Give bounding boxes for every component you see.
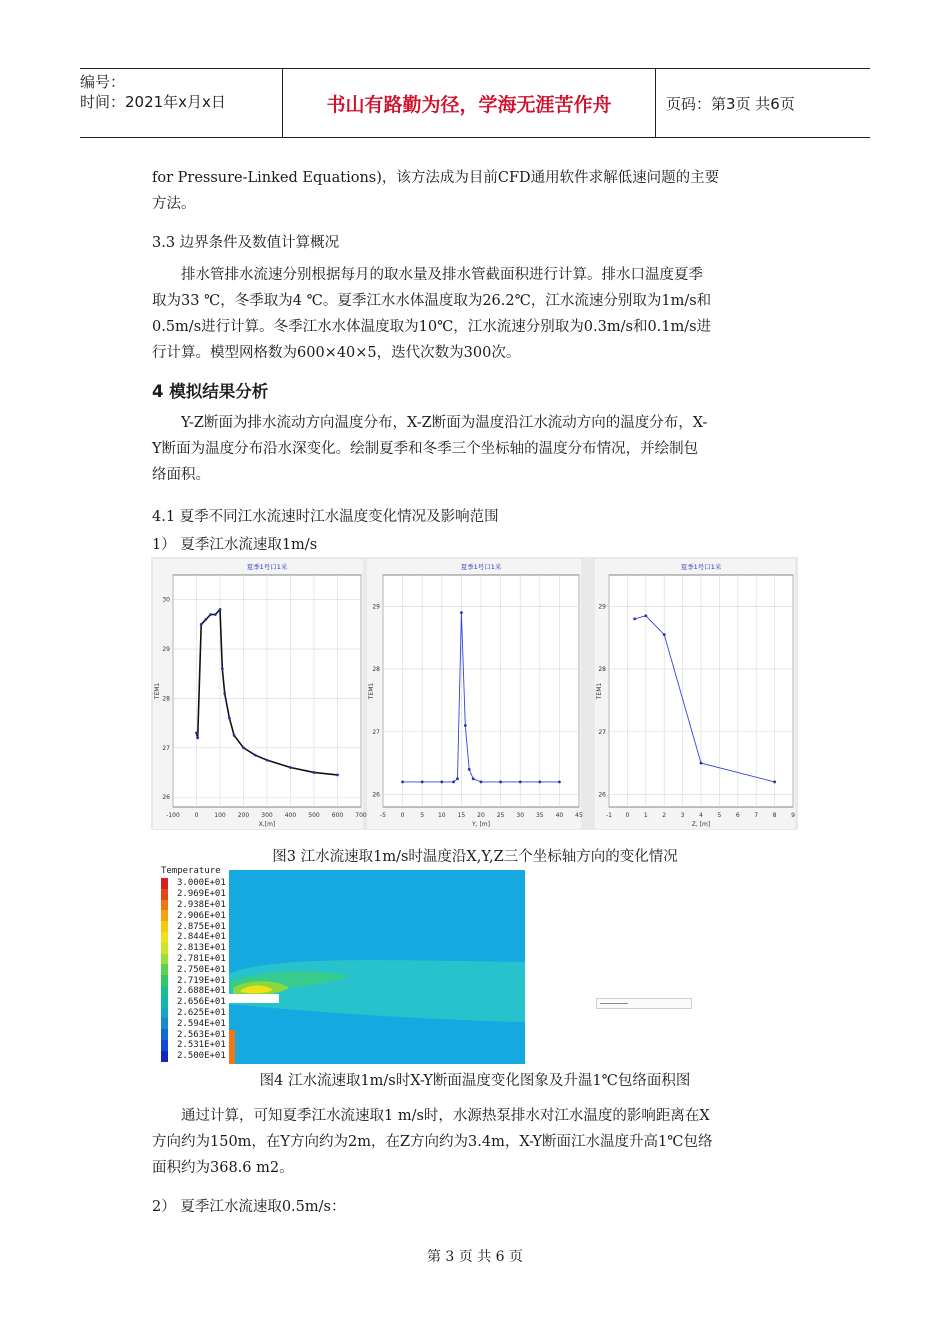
x-tick-label: 35 (535, 812, 544, 819)
legend-label: 2.750E+01 (177, 964, 226, 975)
data-point (663, 633, 666, 636)
legend-label: 2.875E+01 (177, 921, 226, 932)
data-point (538, 781, 541, 784)
section-4-1-heading: 4.1 夏季不同江水流速时江水温度变化情况及影响范围 (152, 509, 499, 525)
y-tick-label: 29 (598, 603, 606, 611)
legend-label: 2.656E+01 (177, 997, 226, 1008)
x-tick-label: 500 (308, 812, 320, 819)
x-tick-label: 700 (355, 812, 367, 819)
figure-3-caption: 图3 江水流速取1m/s时温度沿X,Y,Z三个坐标轴方向的变化情况 (272, 849, 678, 865)
number-label: 编号： (80, 73, 126, 91)
x-tick-label: 0 (625, 812, 630, 819)
legend-label: 2.625E+01 (177, 1007, 226, 1018)
y-tick-label: 26 (598, 791, 606, 799)
data-point (195, 732, 198, 735)
data-point (228, 717, 231, 720)
data-point (221, 667, 224, 670)
legend-swatch (161, 986, 168, 997)
data-point (644, 614, 647, 617)
x-axis-label: Y, [m] (471, 821, 491, 828)
legend-swatch (161, 943, 168, 954)
data-point (468, 768, 471, 771)
legend-entry (161, 1018, 226, 1029)
legend-swatch (161, 878, 168, 889)
data-point (633, 617, 636, 620)
data-point (401, 781, 404, 784)
legend-label: 2.781E+01 (177, 953, 226, 964)
page-footer: 第 3 页 共 6 页 (426, 1249, 524, 1265)
section-4-heading: 4 模拟结果分析 (152, 382, 269, 401)
legend-entry (161, 997, 226, 1008)
x-tick-label: 5 (717, 812, 722, 819)
text-line: 行计算。模型网格数为600×40×5，迭代次数为300次。 (152, 345, 521, 361)
data-point (472, 777, 475, 780)
y-tick-label: 27 (372, 728, 380, 736)
x-tick-label: 20 (477, 812, 485, 819)
x-tick-label: 40 (555, 812, 564, 819)
y-tick-label: 29 (372, 603, 380, 611)
data-point (421, 781, 424, 784)
legend-swatch (161, 932, 168, 943)
legend-entry (161, 986, 226, 997)
x-tick-label: 300 (261, 812, 273, 819)
x-tick-label: 400 (284, 812, 297, 819)
legend-label: 2.969E+01 (177, 889, 226, 900)
legend-label: 2.813E+01 (177, 943, 226, 954)
x-tick-label: 15 (457, 812, 466, 819)
legend-swatch (161, 1040, 168, 1051)
date-label: 时间：2021年x月x日 (80, 93, 226, 111)
header-page-label: 页码：第3页 共6页 (666, 94, 795, 113)
y-tick-label: 28 (162, 695, 170, 703)
temperature-legend (161, 878, 226, 1062)
x-tick-label: 10 (437, 812, 446, 819)
chart-title: 夏季1号口1米 (246, 563, 288, 571)
y-tick-label: 26 (162, 794, 170, 802)
legend-entry (161, 1008, 226, 1019)
y-axis-label: TEM1 (368, 682, 375, 700)
data-point (456, 777, 459, 780)
figure-3-charts (151, 557, 798, 830)
y-tick-label: 30 (162, 596, 170, 604)
data-point (266, 759, 269, 762)
figure-4-caption: 图4 江水流速取1m/s时X-Y断面温度变化图象及升温1℃包络面积图 (259, 1073, 691, 1089)
x-axis-label: Z, [m] (691, 821, 711, 828)
x-tick-label: 600 (331, 812, 344, 819)
y-axis-label: TEM1 (154, 682, 161, 700)
data-point (223, 692, 226, 695)
legend-entry (161, 932, 226, 943)
item-1: 1） 夏季江水流速取1m/s (152, 537, 318, 553)
legend-swatch (161, 1018, 168, 1029)
calculation-paragraph (152, 1103, 802, 1181)
outlet-pipe (229, 994, 279, 1003)
legend-entry (161, 975, 226, 986)
legend-entry (161, 1040, 226, 1051)
envelope-line (600, 1003, 628, 1004)
text-line: 面积约为368.6 m2。 (152, 1160, 294, 1176)
y-tick-label: 29 (162, 646, 170, 654)
x-tick-label: 3 (680, 812, 685, 819)
x-tick-label: 6 (735, 812, 740, 819)
legend-swatch (161, 997, 168, 1008)
envelope-area-plot (596, 998, 692, 1009)
legend-label: 2.500E+01 (177, 1051, 226, 1062)
x-tick-label: 2 (662, 812, 667, 819)
data-point (480, 781, 483, 784)
x-tick-label: 4 (699, 812, 703, 819)
figure-4 (157, 866, 527, 1066)
chart-title: 夏季1号口1米 (680, 563, 722, 571)
x-tick-label: 45 (575, 812, 583, 819)
legend-entry (161, 943, 226, 954)
text-line: Y-Z断面为排水流动方向温度分布，X-Z断面为温度沿江水流动方向的温度分布，X- (181, 415, 708, 431)
header-motto: 书山有路勤为径，学海无涯苦作舟 (282, 69, 656, 137)
text-line: 通过计算，可知夏季江水流速取1 m/s时，水源热泵排水对江水温度的影响距离在X (181, 1108, 710, 1124)
legend-label: 2.719E+01 (177, 975, 226, 986)
x-tick-label: -100 (166, 812, 180, 819)
data-point (209, 613, 212, 616)
x-tick-label: 25 (496, 812, 505, 819)
x-tick-label: 0 (400, 812, 405, 819)
legend-swatch (161, 1029, 168, 1040)
boundary-paragraph (152, 262, 802, 366)
legend-swatch (161, 900, 168, 911)
legend-label: 3.000E+01 (177, 878, 226, 889)
legend-label: 2.844E+01 (177, 932, 226, 943)
y-tick-label: 27 (598, 728, 606, 736)
legend-swatch (161, 1051, 168, 1062)
y-tick-label: 28 (598, 666, 606, 674)
data-point (773, 781, 776, 784)
data-point (452, 781, 455, 784)
results-paragraph (152, 410, 802, 488)
legend-swatch (161, 964, 168, 975)
y-tick-label: 27 (162, 744, 170, 752)
legend-label: 2.594E+01 (177, 1018, 226, 1029)
x-tick-label: 0 (194, 812, 199, 819)
x-tick-label: 30 (516, 812, 525, 819)
text-line: 取为33 ℃，冬季取为4 ℃。夏季江水水体温度取为26.2℃，江水流速分别取为1m/s和 (152, 293, 712, 309)
text-line: 方法。 (152, 196, 196, 212)
text-line: for Pressure-Linked Equations)，该方法成为目前CFD通用软件求解低速问题的主要 (152, 170, 720, 186)
legend-entry (161, 1029, 226, 1040)
x-tick-label: -1 (606, 812, 612, 819)
x-tick-label: 1 (643, 812, 648, 819)
data-point (519, 781, 522, 784)
legend-swatch (161, 921, 168, 932)
data-point (254, 754, 257, 757)
legend-title: Temperature (161, 866, 221, 876)
chart-title: 夏季1号口1米 (460, 563, 502, 571)
legend-entry (161, 921, 226, 932)
legend-entry (161, 1051, 226, 1062)
legend-entry (161, 954, 226, 965)
item-2: 2） 夏季江水流速取0.5m/s： (152, 1199, 346, 1215)
data-point (196, 736, 199, 739)
x-axis-label: X,[m] (258, 821, 276, 828)
legend-swatch (161, 889, 168, 900)
legend-label: 2.531E+01 (177, 1040, 226, 1051)
data-point (313, 771, 316, 774)
legend-label: 2.938E+01 (177, 899, 226, 910)
x-tick-label: 7 (754, 812, 759, 819)
figure-3 (151, 557, 798, 830)
data-point (558, 781, 561, 784)
legend-label: 2.563E+01 (177, 1029, 226, 1040)
legend-entry (161, 910, 226, 921)
text-line: 方向约为150m，在Y方向约为2m，在Z方向约为3.4m，X-Y断面江水温度升高1℃包络 (152, 1134, 713, 1150)
legend-swatch (161, 910, 168, 921)
y-tick-label: 28 (372, 666, 380, 674)
data-point (214, 613, 217, 616)
x-tick-label: 8 (772, 812, 777, 819)
text-line: 0.5m/s进行计算。冬季江水水体温度取为10℃，江水流速分别取为0.3m/s和0.1m/s进 (152, 319, 712, 335)
legend-entry (161, 878, 226, 889)
data-point (336, 774, 339, 777)
legend-entry (161, 889, 226, 900)
data-point (200, 623, 203, 626)
legend-entry (161, 900, 226, 911)
legend-entry (161, 964, 226, 975)
y-axis-label: TEM1 (596, 682, 603, 700)
intro-paragraph (152, 165, 802, 217)
legend-swatch (161, 954, 168, 965)
contour-plot (229, 870, 529, 1066)
page-header (80, 68, 870, 138)
text-line: Y断面为温度分布沿水深变化。绘制夏季和冬季三个坐标轴的温度分布情况，并绘制包 (152, 441, 699, 457)
y-tick-label: 26 (372, 791, 380, 799)
data-point (289, 766, 292, 769)
legend-label: 2.688E+01 (177, 986, 226, 997)
legend-swatch (161, 975, 168, 986)
header-meta (80, 69, 282, 137)
section-3-3-heading: 3.3 边界条件及数值计算概况 (152, 235, 340, 251)
text-line: 络面积。 (152, 467, 210, 483)
x-tick-label: 100 (214, 812, 226, 819)
data-point (499, 781, 502, 784)
legend-swatch (161, 1008, 168, 1019)
contour-edge-warm (229, 1030, 235, 1064)
x-tick-label: 5 (420, 812, 425, 819)
x-tick-label: 9 (791, 812, 795, 819)
data-point (242, 746, 245, 749)
data-point (219, 608, 222, 611)
data-point (464, 724, 467, 727)
text-line: 排水管排水流速分别根据每月的取水量及排水管截面积进行计算。排水口温度夏季 (181, 267, 703, 283)
data-point (700, 762, 703, 765)
legend-label: 2.906E+01 (177, 910, 226, 921)
data-point (460, 611, 463, 614)
data-point (205, 618, 208, 621)
x-tick-label: -5 (380, 812, 386, 819)
data-point (440, 781, 443, 784)
data-point (233, 734, 236, 737)
x-tick-label: 200 (237, 812, 250, 819)
